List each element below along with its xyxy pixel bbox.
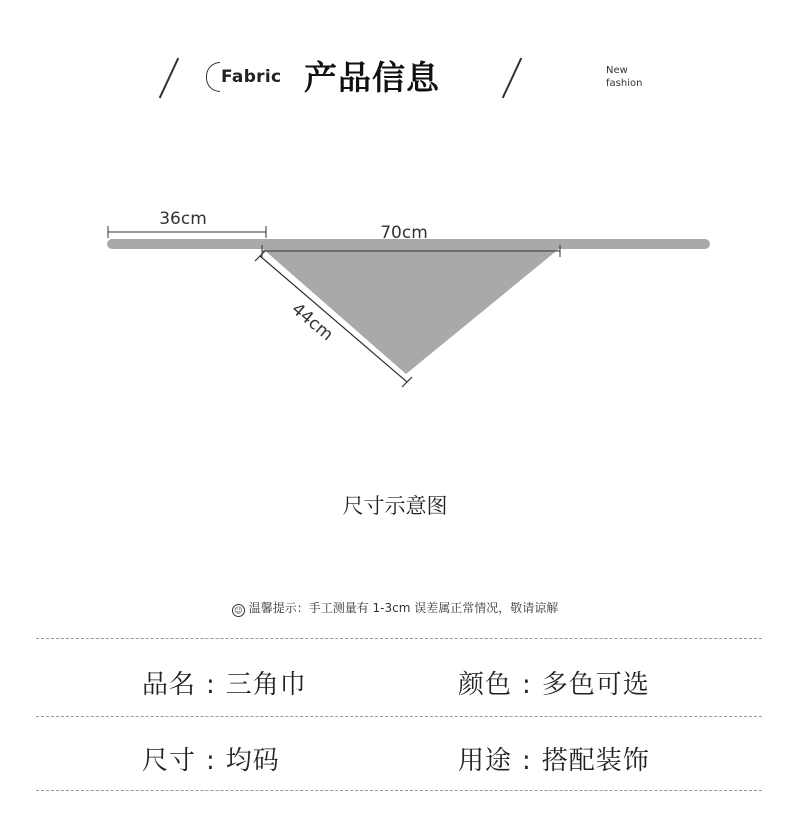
spec-size-label: 尺寸 [142, 746, 197, 776]
fashion-label: fashion [606, 78, 643, 89]
dim-label-70cm: 70cm [380, 223, 428, 243]
header-slash-right [502, 58, 522, 99]
spec-separator: : [206, 746, 216, 776]
spec-name-label: 品名 [142, 670, 197, 700]
diagram-caption: 尺寸示意图 [342, 494, 448, 518]
spec-use [458, 740, 650, 777]
dim-label-36cm: 36cm [159, 209, 207, 229]
tip-text: 温馨提示：手工测量有 1-3cm 误差属正常情况，敬请谅解 [248, 601, 559, 615]
divider [36, 638, 762, 639]
smile-icon: ☺ [232, 604, 245, 617]
dim-label-44cm: 44cm [287, 299, 337, 346]
divider [36, 716, 762, 717]
spec-separator: : [522, 746, 532, 776]
bracket-icon [206, 62, 220, 92]
spec-name-value: 三角巾 [225, 670, 307, 700]
size-diagram [0, 190, 790, 400]
fabric-tag [206, 62, 281, 92]
spec-name [142, 664, 307, 701]
spec-use-value: 搭配装饰 [541, 746, 650, 776]
spec-color-label: 颜色 [458, 670, 513, 700]
spec-size-value: 均码 [225, 746, 280, 776]
spec-color [458, 664, 650, 701]
spec-use-label: 用途 [458, 746, 513, 776]
divider [36, 790, 762, 791]
spec-separator: : [522, 670, 532, 700]
header-slash-left [159, 58, 179, 99]
page-title: 产品信息 [304, 58, 440, 97]
spec-color-value: 多色可选 [541, 670, 650, 700]
spec-size [142, 740, 280, 777]
spec-separator: : [206, 670, 216, 700]
new-fashion-tag [606, 64, 642, 90]
new-label: New [606, 65, 628, 76]
fabric-label: Fabric [221, 67, 282, 87]
measurement-tip [0, 599, 790, 617]
